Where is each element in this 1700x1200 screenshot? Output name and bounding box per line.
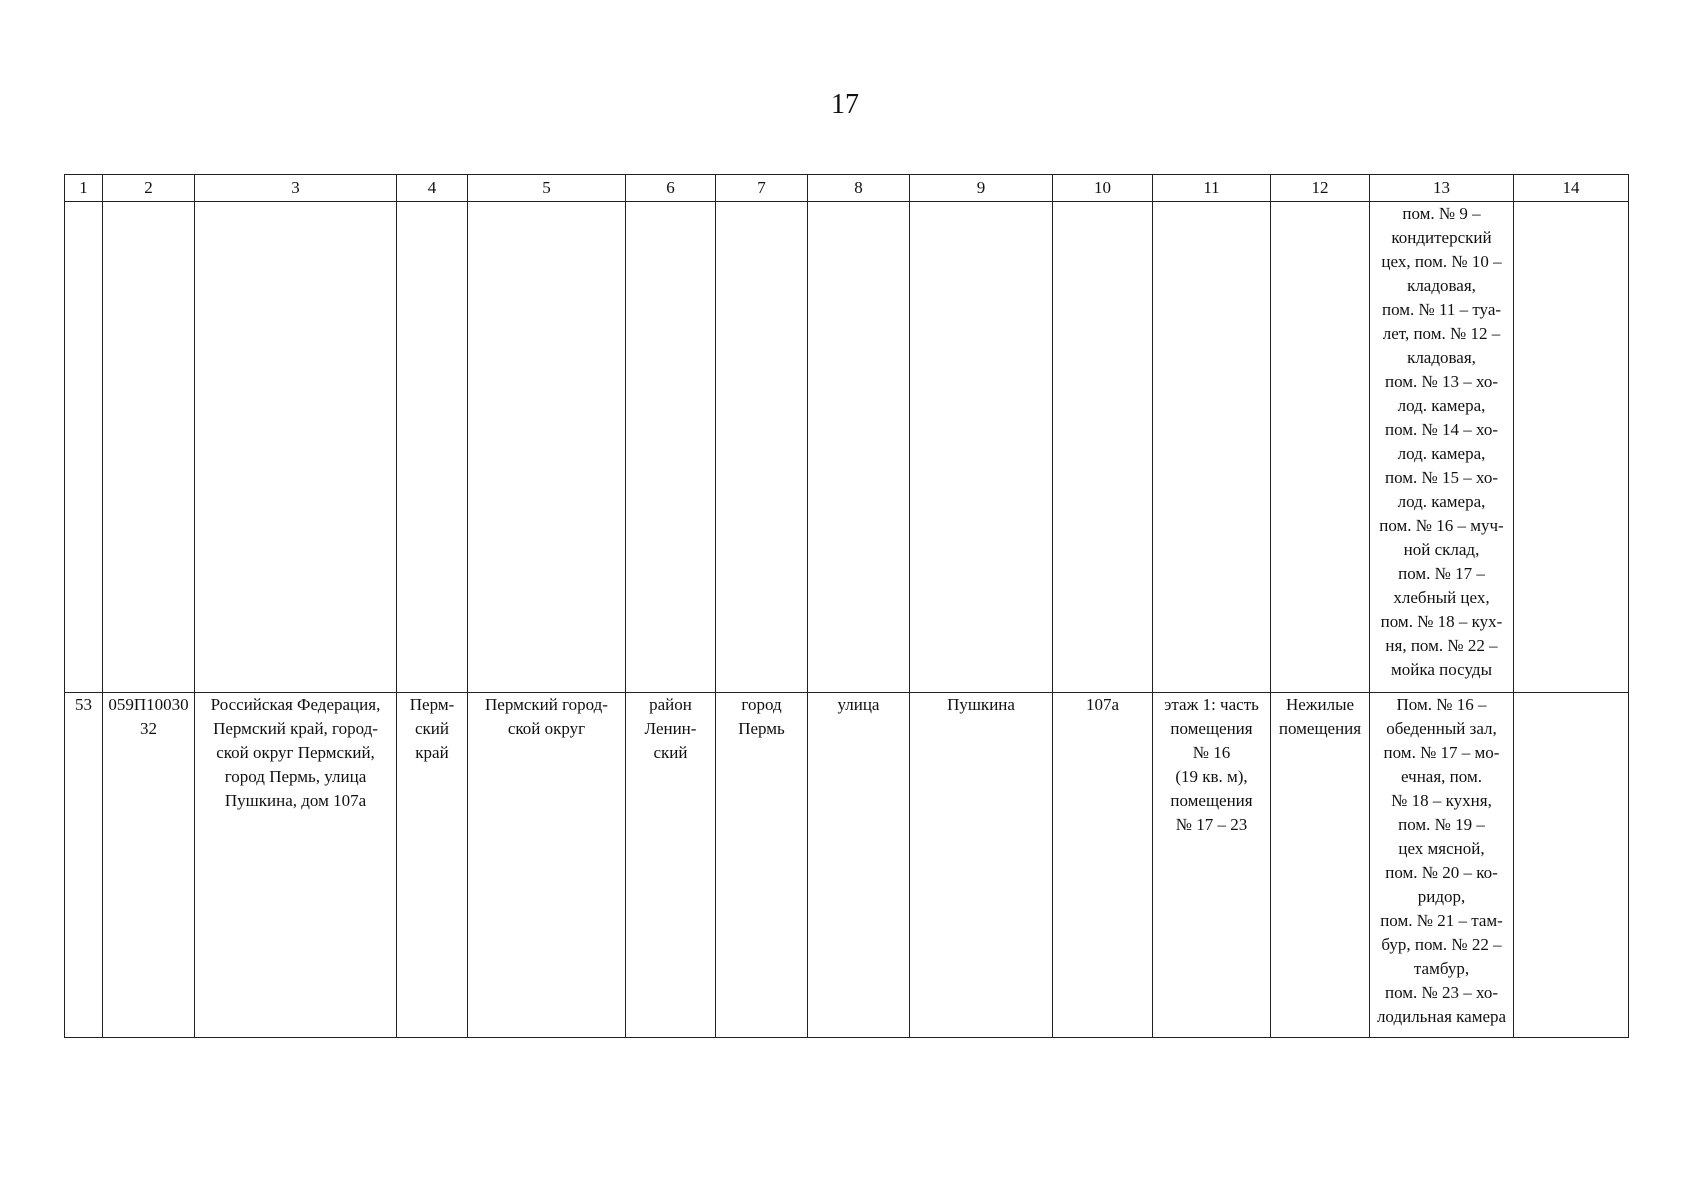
cell-line: Ленин- (644, 719, 697, 738)
cell-line: пом. № 17 – мо- (1383, 743, 1500, 762)
table-cell (1514, 202, 1629, 693)
floor-area-cell (1153, 693, 1271, 1038)
cell-line: край (415, 743, 449, 762)
street-name-cell (910, 693, 1053, 1038)
cell-line: кондитерский (1391, 228, 1492, 247)
column-number: 4 (397, 175, 468, 202)
row-number-cell (65, 693, 103, 1038)
table-cell (910, 202, 1053, 693)
cell-line: помещения (1278, 719, 1362, 738)
cell-line: Пом. № 16 – (1396, 695, 1487, 714)
cell-line: пом. № 16 – муч- (1379, 516, 1504, 535)
cell-line: Российская Федерация, (210, 695, 381, 714)
cell-line: № 17 – 23 (1175, 815, 1248, 834)
house-number-cell (1053, 693, 1153, 1038)
cell-line: лод. камера, (1397, 396, 1486, 415)
column-number: 3 (195, 175, 397, 202)
table-cell (716, 202, 808, 693)
cell-line: Пермский город- (485, 695, 608, 714)
cell-line: пом. № 19 – (1398, 815, 1485, 834)
premises-list-cell (1370, 693, 1514, 1038)
cell-line: район (649, 695, 692, 714)
cell-line: бур, пом. № 22 – (1381, 935, 1502, 954)
city-cell (716, 693, 808, 1038)
cell-line: лод. камера, (1397, 492, 1486, 511)
cell-line: цех мясной, (1398, 839, 1485, 858)
cell-line: кладовая, (1407, 276, 1476, 295)
table-cell (65, 202, 103, 693)
cell-line: пом. № 9 – (1402, 204, 1481, 223)
registry-number-cell (103, 693, 195, 1038)
cell-line: Перм- (409, 695, 455, 714)
column-number: 14 (1514, 175, 1629, 202)
cell-line: пом. № 17 – (1398, 564, 1485, 583)
cell-line: Пермь (738, 719, 785, 738)
cell-line: ский (653, 743, 688, 762)
table-cell (808, 202, 910, 693)
register-table (64, 174, 1629, 1038)
table-cell (1153, 202, 1271, 693)
cell-line: цех, пом. № 10 – (1381, 252, 1502, 271)
table-cell (103, 202, 195, 693)
table-cell (1514, 693, 1629, 1038)
table-cell (397, 202, 468, 693)
table-cell (195, 202, 397, 693)
cell-line: тамбур, (1413, 959, 1470, 978)
table-cell (468, 202, 626, 693)
column-number: 12 (1271, 175, 1370, 202)
cell-line: № 16 (1192, 743, 1231, 762)
cell-line: ня, пом. № 22 – (1385, 636, 1498, 655)
cell-line: лет, пом. № 12 – (1382, 324, 1501, 343)
table-row (65, 693, 1629, 1038)
cell-line: Пушкина (947, 695, 1015, 714)
table-cell (1053, 202, 1153, 693)
street-type-cell (808, 693, 910, 1038)
cell-line: Пермский край, город- (213, 719, 378, 738)
cell-line: ской округ Пермский, (216, 743, 375, 762)
continuation-row (65, 202, 1629, 693)
cell-line: пом. № 14 – хо- (1384, 420, 1498, 439)
cell-line: пом. № 21 – там- (1380, 911, 1503, 930)
cell-line: ридор, (1417, 887, 1466, 906)
address-cell (195, 693, 397, 1038)
cell-line: лод. камера, (1397, 444, 1486, 463)
premises-list-cell (1370, 202, 1514, 693)
cell-line: ной склад, (1403, 540, 1480, 559)
cell-line: пом. № 18 – кух- (1380, 612, 1503, 631)
column-number: 8 (808, 175, 910, 202)
cell-line: 107а (1085, 695, 1120, 714)
cell-line: № 18 – кухня, (1391, 791, 1492, 810)
cell-line: помещения (1170, 719, 1253, 738)
cell-line: обеденный зал, (1386, 719, 1497, 738)
column-number: 7 (716, 175, 808, 202)
column-number: 1 (65, 175, 103, 202)
table-cell (1271, 202, 1370, 693)
cell-line: город (741, 695, 782, 714)
cell-line: пом. № 20 – ко- (1385, 863, 1498, 882)
cell-line: ский (415, 719, 449, 738)
column-number: 5 (468, 175, 626, 202)
cell-line: (19 кв. м), (1175, 767, 1248, 786)
cell-line: 059П10030 (108, 695, 189, 714)
cell-line: улица (837, 695, 880, 714)
column-number: 9 (910, 175, 1053, 202)
cell-line: пом. № 13 – хо- (1384, 372, 1498, 391)
cell-line: пом. № 23 – хо- (1384, 983, 1498, 1002)
region-cell (397, 693, 468, 1038)
column-number: 10 (1053, 175, 1153, 202)
column-number: 2 (103, 175, 195, 202)
page-number: 17 (831, 89, 859, 120)
cell-line: 53 (75, 695, 92, 714)
cell-line: хлебный цех, (1393, 588, 1490, 607)
column-number-row (65, 175, 1629, 202)
column-number: 6 (626, 175, 716, 202)
cell-line: Пушкина, дом 107а (224, 791, 367, 810)
district-cell (626, 693, 716, 1038)
cell-line: пом. № 15 – хо- (1384, 468, 1498, 487)
municipality-cell (468, 693, 626, 1038)
cell-line: город Пермь, улица (224, 767, 367, 786)
cell-line: мойка посуды (1391, 660, 1492, 679)
cell-line: пом. № 11 – туа- (1381, 300, 1502, 319)
cell-line: ской округ (507, 719, 586, 738)
cell-line: помещения (1170, 791, 1253, 810)
column-number: 11 (1153, 175, 1271, 202)
cell-line: Нежилые (1285, 695, 1355, 714)
cell-line: кладовая, (1407, 348, 1476, 367)
cell-line: этаж 1: часть (1164, 695, 1259, 714)
cell-line: 32 (140, 719, 157, 738)
object-type-cell (1271, 693, 1370, 1038)
table-cell (626, 202, 716, 693)
column-number: 13 (1370, 175, 1514, 202)
cell-line: ечная, пом. (1401, 767, 1482, 786)
cell-line: лодильная камера (1376, 1007, 1507, 1026)
